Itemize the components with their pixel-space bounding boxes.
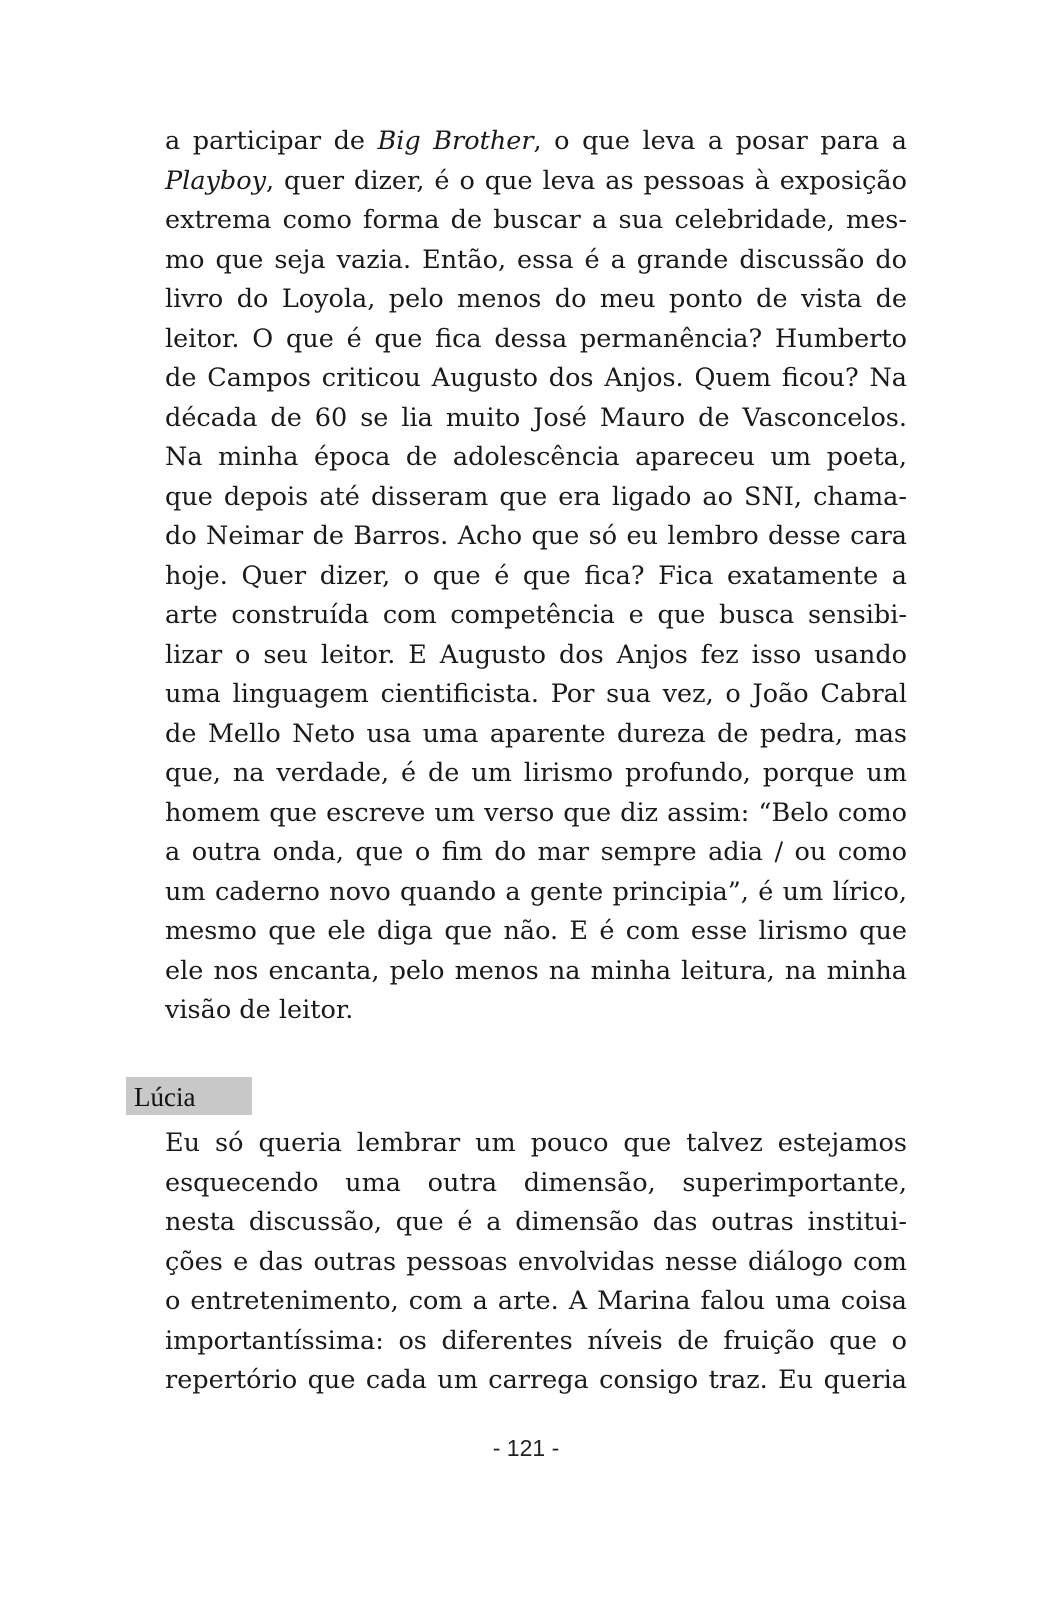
italic-title: Big Brother [377, 126, 534, 156]
text-line: ções e das outras pessoas envolvidas nesse diálogo com [165, 1246, 907, 1277]
text-line: repertório que cada um carrega consigo traz. Eu queria [165, 1365, 907, 1395]
text-line: leitor. O que é que fica dessa permanência? Humberto [165, 323, 907, 354]
text-line: nesta discussão, que é a dimensão das outras institui- [165, 1207, 907, 1237]
text-line: lizar o seu leitor. E Augusto dos Anjos fez isso usando [165, 639, 907, 670]
text-line: extrema como forma de buscar a sua celebridade, mes- [165, 205, 907, 235]
text-line: a participar de Big Brother, o que leva a posar para a [165, 126, 907, 156]
text-line: Eu só queria lembrar um pouco que talvez estejamos [165, 1128, 907, 1158]
text-line: o entretenimento, com a arte. A Marina falou uma coisa [165, 1286, 907, 1316]
text-line: Na minha época de adolescência apareceu um poeta, [165, 442, 907, 472]
text-line: visão de leitor. [165, 995, 354, 1025]
text-line: década de 60 se lia muito José Mauro de Vasconcelos. [165, 402, 907, 433]
italic-title: Playboy [165, 165, 267, 196]
text-line: de Campos criticou Augusto dos Anjos. Quem ficou? Na [165, 363, 907, 393]
text-line: de Mello Neto usa uma aparente dureza de pedra, mas [165, 718, 907, 749]
paragraph-loyola-discussion [165, 122, 907, 1031]
text-line: Playboy, quer dizer, é o que leva as pessoas à exposição [165, 165, 907, 196]
text-line: que depois até disseram que era ligado ao SNI, chama- [165, 481, 907, 512]
text-line: homem que escreve um verso que diz assim: “Belo como [165, 797, 907, 828]
paragraph-lucia-speech [165, 1124, 907, 1401]
text-line: mesmo que ele diga que não. E é com esse lirismo que [165, 916, 907, 946]
text-line: importantíssima: os diferentes níveis de fruição que o [165, 1325, 907, 1356]
text-line: um caderno novo quando a gente principia”, é um lírico, [165, 876, 907, 907]
text-line: ele nos encanta, pelo menos na minha leitura, na minha [165, 955, 907, 986]
text-line: arte construída com competência e que busca sensibi- [165, 600, 907, 630]
text-line: mo que seja vazia. Então, essa é a grande discussão do [165, 244, 907, 275]
text-line: a outra onda, que o fim do mar sempre adia / ou como [165, 837, 907, 867]
text-line: que, na verdade, é de um lirismo profundo, porque um [165, 758, 907, 788]
speaker-label: Lúcia [126, 1077, 252, 1115]
text-line: do Neimar de Barros. Acho que só eu lembro desse cara [165, 521, 907, 551]
text-line: esquecendo uma outra dimensão, superimportante, [165, 1167, 907, 1198]
page-number: - 121 - [492, 1435, 560, 1461]
text-line: livro do Loyola, pelo menos do meu ponto de vista de [165, 284, 907, 314]
text-line: hoje. Quer dizer, o que é que fica? Fica exatamente a [165, 560, 907, 591]
text-line: uma linguagem cientificista. Por sua vez, o João Cabral [165, 679, 907, 709]
